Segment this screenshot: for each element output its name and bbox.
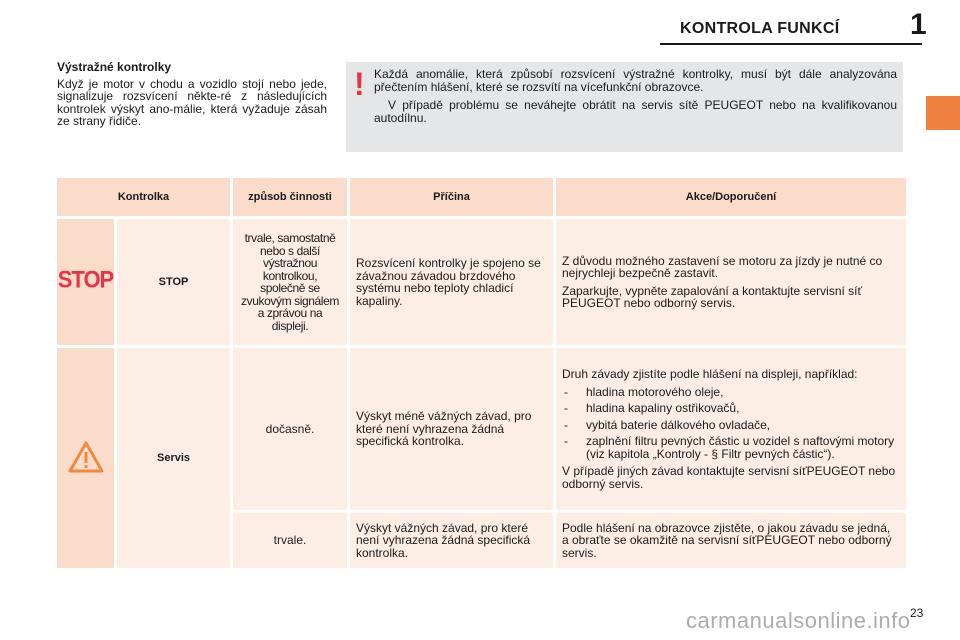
table-row-service-temporary: [57, 348, 906, 510]
page-title: KONTROLA FUNKCÍ: [680, 20, 840, 37]
warning-lamps-table: [54, 175, 909, 571]
header-action: Akce/Doporučení: [556, 178, 906, 216]
stop-icon-cell: [57, 219, 114, 345]
stop-warning-icon: STOP: [57, 265, 114, 294]
note-paragraph-2: V případě problému se neváhejte obrátit na servis sítě PEUGEOT nebo na kvalifikovanou autodílnu.: [374, 98, 897, 125]
chapter-number: 1: [910, 8, 927, 41]
note-text: [374, 68, 897, 130]
lamp-name-stop: STOP: [117, 219, 230, 345]
table-header-row: [57, 178, 906, 216]
action-stop-p1: Z důvodu možného zastavení se motoru za jízdy je nutné co nejrychleji bezpečně zastavit.: [562, 253, 883, 280]
cause-stop: Rozsvícení kontrolky je spojeno se závažnou závadou brzdového systému nebo teploty chladicí kapaliny.: [350, 219, 553, 345]
service-icon-cell: [57, 348, 114, 568]
important-note: [346, 62, 903, 152]
intro-section: [57, 61, 327, 128]
action-service-temporary: [556, 348, 906, 510]
action-stop: [556, 219, 906, 345]
action-service-intro: Druh závady zjistíte podle hlášení na displeji, například:: [562, 367, 858, 381]
list-item: - hladina motorového oleje,: [562, 386, 900, 399]
header-rule: [660, 43, 922, 45]
action-service-outro: V případě jiných závad kontaktujte servisní síťPEUGEOT nebo odborný servis.: [562, 464, 896, 491]
cause-service-permanent: Výskyt vážných závad, pro které není vyhrazena žádná specifická kontrolka.: [350, 513, 553, 568]
note-paragraph-1: Každá anomálie, která způsobí rozsvícení výstražné kontrolky, musí být dále analyzována přečtením hlášení, které se rozsvítí na vícefunkční obrazovce.: [374, 67, 897, 94]
list-item: - vybitá baterie dálkového ovladače,: [562, 419, 900, 432]
list-item: - zaplnění filtru pevných částic u vozidel s naftovými motory (viz kapitola „Kontroly - § Filtr pevných částic“).: [562, 435, 900, 460]
watermark: carmanualsonline.info: [686, 608, 911, 633]
action-stop-p2: Zaparkujte, vypněte zapalování a kontaktujte servisní síť PEUGEOT nebo odborný servis.: [562, 283, 862, 310]
mode-service-temporary: dočasně.: [233, 348, 347, 510]
mode-stop: trvale, samostatně nebo s další výstražnou kontrolkou, společně se zvukovým signálem a zprávou na displeji.: [233, 219, 347, 345]
header-mode: způsob činnosti: [233, 178, 347, 216]
action-service-permanent: Podle hlášení na obrazovce zjistěte, o jakou závadu se jedná, a obraťte se okamžitě na servisní síťPEUGEOT nebo odborný servis.: [556, 513, 906, 568]
mode-service-permanent: trvale.: [233, 513, 347, 568]
page-header: [0, 0, 960, 44]
list-item: - hladina kapaliny ostřikovačů,: [562, 402, 900, 415]
page-number: 23: [910, 606, 924, 620]
header-kontrolka: Kontrolka: [57, 178, 230, 216]
intro-text: Když je motor v chodu a vozidlo stojí nebo jede, signalizuje rozsvícení někte-ré z následujících kontrolek výskyt ano-málie, která vyžaduje zásah ze strany řidiče.: [57, 76, 327, 128]
intro-title: Výstražné kontrolky: [57, 60, 172, 74]
header-cause: Příčina: [350, 178, 553, 216]
warning-triangle-icon: [68, 441, 104, 473]
cause-service-temporary: Výskyt méně vážných závad, pro které není vyhrazena žádná specifická kontrolka.: [350, 348, 553, 510]
lamp-name-service: Servis: [117, 348, 230, 568]
exclamation-icon: !: [354, 66, 365, 102]
action-service-list: [562, 386, 900, 461]
chapter-tab: [926, 96, 960, 130]
table-row-stop: [57, 219, 906, 345]
